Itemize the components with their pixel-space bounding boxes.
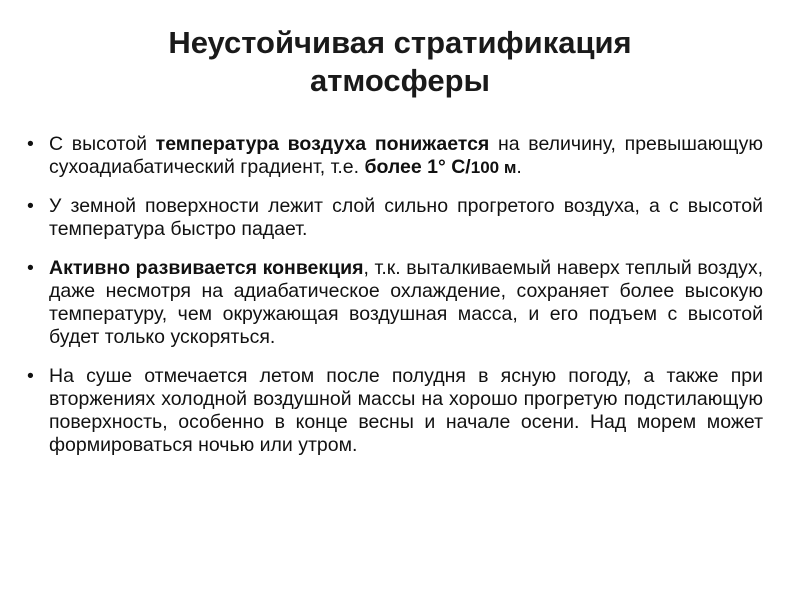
title-line-2: атмосферы [309, 63, 491, 98]
title-line-1: Неустойчивая стратификация [168, 25, 632, 60]
bullet-marker: • [27, 133, 34, 155]
bullet-list [25, 133, 763, 473]
bullet-1-bold-b: более 1° С/ [364, 156, 471, 178]
bullet-1-bold-a: температура воздуха понижается [155, 133, 490, 155]
bullet-1-text-c: . [516, 156, 522, 178]
bullet-3-text: , т.к. выталкиваемый наверх теплый воздух, даже несмотря на адиабатическое охлаждение, сохраняет более высокую температуру, чем окружающая воздушная масса, и его подъем с высотой будет только ускоряться. [49, 257, 763, 348]
bullet-1-text-a: С высотой [49, 133, 156, 155]
bullet-3-bold: Активно развивается конвекция [49, 257, 364, 279]
bullet-marker: • [27, 365, 34, 387]
bullet-item-4 [25, 365, 763, 457]
bullet-1-bold-c: 100 м [470, 158, 517, 177]
bullet-2-text: У земной поверхности лежит слой сильно прогретого воздуха, а с высотой температура быстро падает. [49, 195, 763, 240]
bullet-1-text-b: на величину, превышающую сухоадиабатический градиент, т.е. [49, 133, 764, 178]
bullet-marker: • [27, 257, 34, 279]
bullet-4-text: На суше отмечается летом после полудня в ясную погоду, а также при вторжениях холодной воздушной массы на хорошо прогретую подстилающую поверхность, особенно в конце весны и начале осени. Над морем может формироваться ночью или утром. [49, 365, 763, 456]
bullet-item-1 [25, 133, 763, 179]
slide-title [40, 24, 760, 100]
bullet-item-3 [25, 257, 763, 349]
bullet-item-2 [25, 195, 763, 241]
bullet-marker: • [27, 195, 34, 217]
